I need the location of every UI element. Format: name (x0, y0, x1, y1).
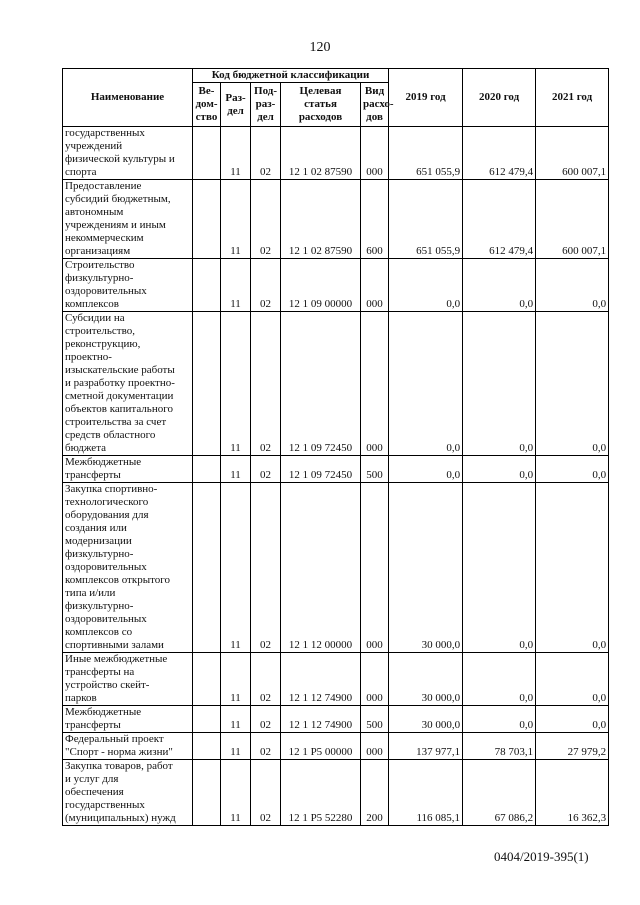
cell-2019: 0,0 (389, 312, 463, 456)
cell-vid-rashodov: 500 (361, 706, 389, 733)
table-row (63, 733, 609, 760)
cell-2021: 16 362,3 (536, 760, 609, 826)
cell-podrazdel: 02 (251, 760, 281, 826)
cell-podrazdel: 02 (251, 180, 281, 259)
cell-2019: 30 000,0 (389, 653, 463, 706)
header-vid-rashodov: Вид расхо- дов (361, 83, 389, 127)
cell-2019: 116 085,1 (389, 760, 463, 826)
cell-2020: 612 479,4 (463, 127, 536, 180)
cell-podrazdel: 02 (251, 259, 281, 312)
cell-2020: 0,0 (463, 706, 536, 733)
cell-name: Межбюджетные трансферты (63, 706, 193, 733)
cell-name: Строительство физкультурно- оздоровительных комплексов (63, 259, 193, 312)
cell-name: Закупка спортивно- технологического оборудования для создания или модернизации физкультурно- оздоровительных комплексов открытого типа и/или физкультурно- оздоровительных комплексов со спортивными залами (63, 483, 193, 653)
cell-razdel: 11 (221, 760, 251, 826)
cell-vedomstvo (193, 760, 221, 826)
cell-podrazdel: 02 (251, 456, 281, 483)
cell-celevaya-statya: 12 1 12 74900 (281, 653, 361, 706)
page-number: 120 (309, 40, 331, 55)
cell-2019: 0,0 (389, 456, 463, 483)
table-row (63, 180, 609, 259)
cell-2021: 0,0 (536, 483, 609, 653)
cell-2021: 27 979,2 (536, 733, 609, 760)
cell-celevaya-statya: 12 1 09 72450 (281, 312, 361, 456)
cell-name: Федеральный проект "Спорт - норма жизни" (63, 733, 193, 760)
cell-vedomstvo (193, 483, 221, 653)
cell-vid-rashodov: 500 (361, 456, 389, 483)
cell-2020: 0,0 (463, 312, 536, 456)
cell-razdel: 11 (221, 456, 251, 483)
header-vedomstvo: Ве- дом- ство (193, 83, 221, 127)
cell-2021: 600 007,1 (536, 180, 609, 259)
cell-podrazdel: 02 (251, 706, 281, 733)
cell-celevaya-statya: 12 1 P5 52280 (281, 760, 361, 826)
document-code: 0404/2019-395(1) (494, 849, 589, 864)
cell-2021: 600 007,1 (536, 127, 609, 180)
cell-podrazdel: 02 (251, 312, 281, 456)
cell-vedomstvo (193, 456, 221, 483)
cell-vedomstvo (193, 312, 221, 456)
cell-vid-rashodov: 000 (361, 259, 389, 312)
cell-2021: 0,0 (536, 653, 609, 706)
cell-2020: 78 703,1 (463, 733, 536, 760)
cell-razdel: 11 (221, 127, 251, 180)
cell-2021: 0,0 (536, 456, 609, 483)
cell-2020: 612 479,4 (463, 180, 536, 259)
cell-2021: 0,0 (536, 259, 609, 312)
cell-razdel: 11 (221, 259, 251, 312)
cell-name: Предоставление субсидий бюджетным, автономным учреждениям и иным некоммерческим организациям (63, 180, 193, 259)
header-podrazdel: Под- раз- дел (251, 83, 281, 127)
cell-razdel: 11 (221, 653, 251, 706)
cell-vedomstvo (193, 653, 221, 706)
cell-name: Субсидии на строительство, реконструкцию, проектно- изыскательские работы и разработку проектно- сметной документации объектов капитального строительства за счет средств областного бюджета (63, 312, 193, 456)
header-name: Наименование (63, 69, 193, 127)
cell-2021: 0,0 (536, 312, 609, 456)
cell-2020: 0,0 (463, 483, 536, 653)
cell-razdel: 11 (221, 312, 251, 456)
budget-table-body (63, 127, 609, 826)
cell-name: государственных учреждений физической культуры и спорта (63, 127, 193, 180)
cell-2020: 0,0 (463, 259, 536, 312)
cell-2019: 30 000,0 (389, 483, 463, 653)
cell-2020: 0,0 (463, 653, 536, 706)
cell-2019: 651 055,9 (389, 127, 463, 180)
cell-2020: 67 086,2 (463, 760, 536, 826)
cell-celevaya-statya: 12 1 09 72450 (281, 456, 361, 483)
table-row (63, 706, 609, 733)
table-row (63, 456, 609, 483)
cell-vedomstvo (193, 259, 221, 312)
cell-podrazdel: 02 (251, 483, 281, 653)
header-2021: 2021 год (536, 69, 609, 127)
cell-vid-rashodov: 000 (361, 483, 389, 653)
budget-table (62, 68, 609, 826)
header-2019: 2019 год (389, 69, 463, 127)
cell-vedomstvo (193, 706, 221, 733)
table-row (63, 760, 609, 826)
cell-vid-rashodov: 200 (361, 760, 389, 826)
cell-razdel: 11 (221, 483, 251, 653)
cell-vid-rashodov: 000 (361, 127, 389, 180)
cell-name: Межбюджетные трансферты (63, 456, 193, 483)
cell-celevaya-statya: 12 1 P5 00000 (281, 733, 361, 760)
cell-vid-rashodov: 000 (361, 653, 389, 706)
cell-vid-rashodov: 600 (361, 180, 389, 259)
cell-2020: 0,0 (463, 456, 536, 483)
cell-2019: 137 977,1 (389, 733, 463, 760)
cell-2019: 651 055,9 (389, 180, 463, 259)
table-row (63, 483, 609, 653)
header-budget-code-group: Код бюджетной классификации (193, 69, 389, 83)
table-row (63, 259, 609, 312)
header-razdel: Раз- дел (221, 83, 251, 127)
cell-celevaya-statya: 12 1 12 74900 (281, 706, 361, 733)
cell-razdel: 11 (221, 706, 251, 733)
header-2020: 2020 год (463, 69, 536, 127)
cell-celevaya-statya: 12 1 12 00000 (281, 483, 361, 653)
cell-podrazdel: 02 (251, 653, 281, 706)
cell-celevaya-statya: 12 1 02 87590 (281, 180, 361, 259)
table-row (63, 653, 609, 706)
cell-name: Иные межбюджетные трансферты на устройство скейт- парков (63, 653, 193, 706)
cell-vedomstvo (193, 127, 221, 180)
cell-name: Закупка товаров, работ и услуг для обеспечения государственных (муниципальных) нужд (63, 760, 193, 826)
cell-2019: 0,0 (389, 259, 463, 312)
cell-podrazdel: 02 (251, 733, 281, 760)
cell-2019: 30 000,0 (389, 706, 463, 733)
cell-podrazdel: 02 (251, 127, 281, 180)
cell-vid-rashodov: 000 (361, 733, 389, 760)
cell-vedomstvo (193, 733, 221, 760)
cell-razdel: 11 (221, 180, 251, 259)
cell-celevaya-statya: 12 1 09 00000 (281, 259, 361, 312)
table-row (63, 312, 609, 456)
table-row (63, 127, 609, 180)
cell-vid-rashodov: 000 (361, 312, 389, 456)
cell-vedomstvo (193, 180, 221, 259)
cell-2021: 0,0 (536, 706, 609, 733)
cell-razdel: 11 (221, 733, 251, 760)
header-celevaya-statya: Целевая статья расходов (281, 83, 361, 127)
cell-celevaya-statya: 12 1 02 87590 (281, 127, 361, 180)
